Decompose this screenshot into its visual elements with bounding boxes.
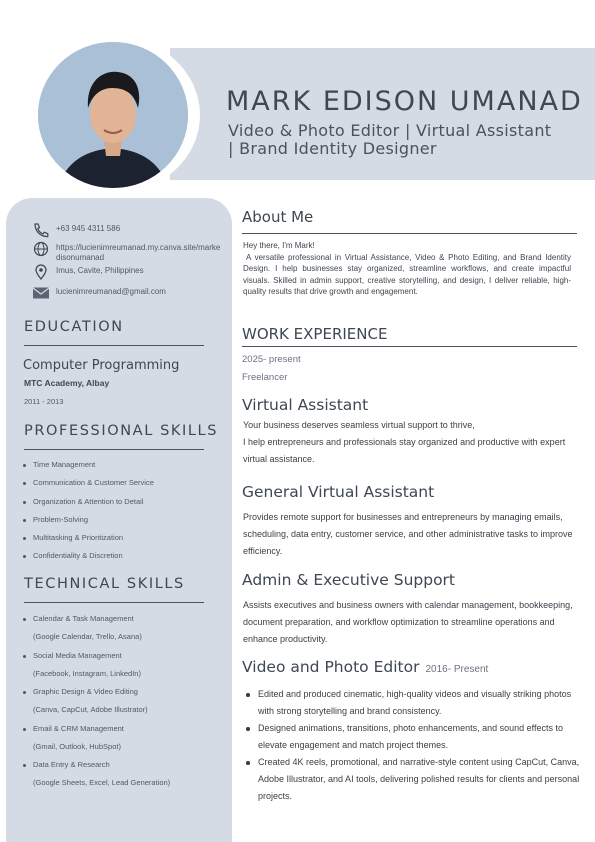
education-school: MTC Academy, Albay bbox=[24, 378, 110, 388]
job-title: Admin & Executive Support bbox=[242, 571, 456, 589]
editor-bullets bbox=[244, 686, 584, 805]
list-item: Confidentiality & Discretion bbox=[22, 550, 154, 568]
divider bbox=[24, 449, 204, 450]
job-title: Video and Photo Editor bbox=[242, 658, 420, 676]
list-item bbox=[22, 610, 170, 647]
job-title: General Virtual Assistant bbox=[242, 483, 435, 501]
person-portrait-icon bbox=[38, 42, 188, 188]
job-line: I help entrepreneurs and professionals stay organized and productive with expert virtual assistance. bbox=[243, 437, 566, 464]
job-description: Provides remote support for businesses and entrepreneurs by managing emails, scheduling, data entry, customer service, and other administrative tasks to improve efficiency. bbox=[243, 512, 573, 556]
email-link[interactable]: lucienimreumanad@gmail.com bbox=[56, 287, 166, 296]
technical-skills-heading: TECHNICAL SKILLS bbox=[24, 576, 185, 592]
phone-text: +63 945 4311 586 bbox=[56, 224, 121, 233]
list-item: Problem-Solving bbox=[22, 514, 154, 532]
skill-tools: (Gmail, Outlook, HubSpot) bbox=[33, 741, 121, 751]
list-item bbox=[22, 720, 170, 757]
candidate-name: MARK EDISON UMANAD bbox=[226, 86, 583, 117]
location-pin-icon bbox=[32, 264, 50, 280]
location-text: Imus, Cavite, Philippines bbox=[56, 266, 144, 275]
job-heading-row bbox=[242, 658, 488, 676]
technical-skills-list bbox=[22, 610, 170, 793]
list-item bbox=[22, 647, 170, 684]
job-description bbox=[243, 417, 578, 468]
globe-icon bbox=[32, 241, 50, 257]
education-course: Computer Programming bbox=[23, 358, 180, 373]
education-years: 2011 - 2013 bbox=[24, 397, 64, 406]
work-experience-heading: WORK EXPERIENCE bbox=[242, 325, 388, 343]
divider bbox=[24, 345, 204, 346]
candidate-title: Video & Photo Editor | Virtual Assistant | Brand Identity Designer bbox=[228, 121, 552, 158]
list-item bbox=[22, 683, 170, 720]
divider bbox=[242, 346, 577, 347]
contact-location bbox=[32, 264, 222, 280]
about-heading: About Me bbox=[242, 208, 314, 226]
list-item: Communication & Customer Service bbox=[22, 477, 154, 495]
list-item: Designed animations, transitions, photo enhancements, and sound effects to elevate engagement and match project themes. bbox=[244, 720, 584, 754]
skill-name: Social Media Management bbox=[33, 650, 122, 660]
about-greeting: Hey there, I'm Mark! bbox=[243, 241, 315, 250]
about-body: A versatile professional in Virtual Assistance, Video & Photo Editing, and Brand Identity Design. I help businesses stay organized, streamline workflows, and create impactful visuals. Skilled in admin support, creative storytelling, and design, I deliver reliable, high-quality results that drive growth and engagement. bbox=[243, 252, 571, 296]
job-line: Your business deserves seamless virtual support to thrive, bbox=[243, 420, 475, 430]
phone-icon bbox=[32, 222, 50, 238]
skill-name: Calendar & Task Management bbox=[33, 614, 134, 623]
envelope-icon bbox=[32, 285, 50, 301]
professional-skills-heading: PROFESSIONAL SKILLS bbox=[24, 423, 219, 439]
list-item: Created 4K reels, promotional, and narrative-style content using CapCut, Canva, Adobe Illustrator, and AI tools, delivering polished results for clients and personal projects. bbox=[244, 754, 584, 805]
work-period: 2025- present bbox=[242, 354, 301, 365]
list-item: Organization & Attention to Detail bbox=[22, 496, 154, 514]
contact-website[interactable] bbox=[32, 241, 222, 263]
contact-email[interactable] bbox=[32, 285, 222, 301]
list-item: Edited and produced cinematic, high-quality videos and visually striking photos with strong storytelling and brand consistency. bbox=[244, 686, 584, 720]
professional-skills-list bbox=[22, 459, 154, 569]
skill-tools: (Facebook, Instagram, LinkedIn) bbox=[33, 668, 141, 678]
work-type: Freelancer bbox=[242, 372, 288, 383]
skill-name: Data Entry & Research bbox=[33, 760, 110, 769]
profile-photo bbox=[38, 42, 188, 188]
job-description: Assists executives and business owners with calendar management, bookkeeping, document preparation, and workflow optimization to streamline operations and enhance productivity. bbox=[243, 600, 573, 644]
job-date: 2016- Present bbox=[425, 664, 489, 675]
skill-name: Email & CRM Management bbox=[33, 723, 124, 733]
divider bbox=[242, 233, 577, 234]
skill-tools: (Google Calendar, Trello, Asana) bbox=[33, 632, 142, 641]
skill-tools: (Canva, CapCut, Adobe Illustrator) bbox=[33, 705, 148, 714]
list-item: Multitasking & Prioritization bbox=[22, 532, 154, 550]
divider bbox=[24, 602, 204, 603]
skill-tools: (Google Sheets, Excel, Lead Generation) bbox=[33, 778, 171, 787]
skill-name: Graphic Design & Video Editing bbox=[33, 687, 138, 696]
list-item bbox=[22, 756, 170, 793]
list-item: Time Management bbox=[22, 459, 154, 477]
job-title: Virtual Assistant bbox=[242, 396, 369, 414]
education-heading: EDUCATION bbox=[24, 319, 124, 335]
contact-phone bbox=[32, 222, 222, 238]
website-link[interactable]: https://lucienimreumanad.my.canva.site/markedisonumanad bbox=[56, 243, 221, 262]
about-text bbox=[243, 240, 571, 298]
